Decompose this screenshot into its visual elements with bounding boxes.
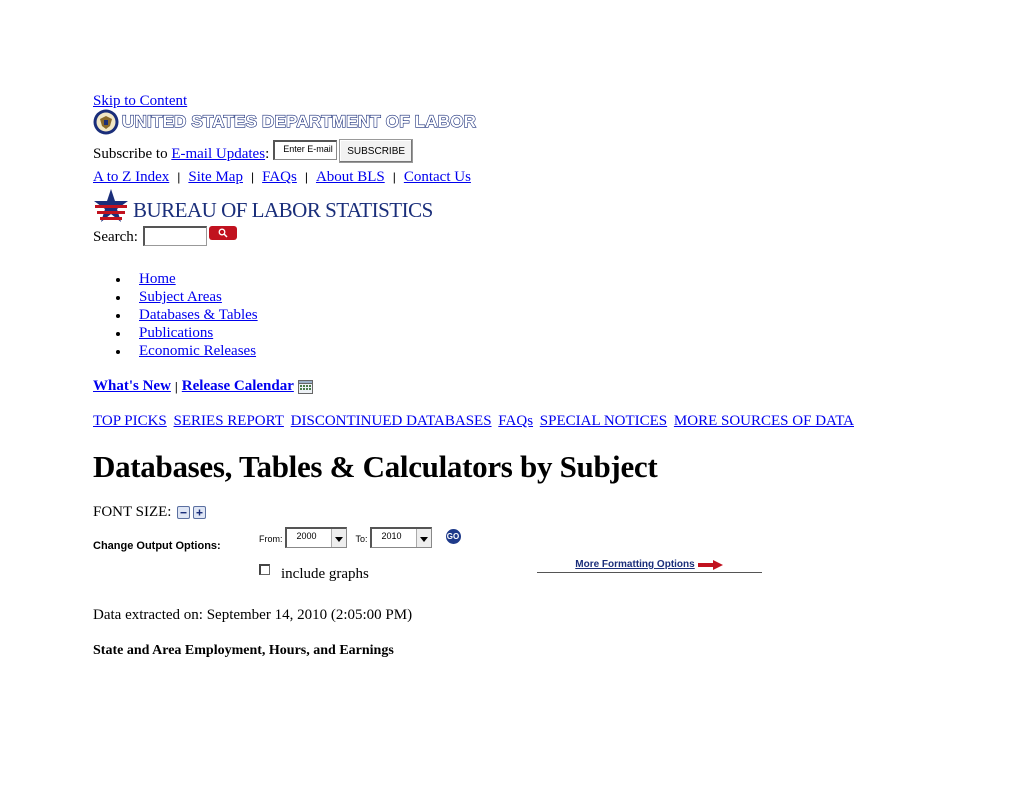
- nav-item-publications: [93, 324, 258, 342]
- tab-faqs[interactable]: FAQs: [498, 413, 534, 429]
- dol-seal-icon: [93, 109, 119, 135]
- nav-item-databases-tables: [93, 306, 258, 324]
- search-label: Search:: [93, 229, 138, 245]
- whats-new-separator: |: [174, 378, 178, 394]
- include-graphs-option[interactable]: [259, 563, 369, 583]
- tab-special-notices[interactable]: SPECIAL NOTICES: [539, 413, 668, 429]
- divider: [537, 572, 762, 573]
- plus-icon: [196, 509, 203, 516]
- font-size-control: [93, 504, 206, 521]
- more-formatting-options[interactable]: [537, 559, 762, 573]
- nav-link-databases-tables[interactable]: Databases & Tables: [139, 307, 258, 323]
- series-title: State and Area Employment, Hours, and Earnings: [93, 643, 394, 658]
- tab-more-sources-of-data[interactable]: MORE SOURCES OF DATA: [673, 413, 854, 429]
- nav-item-home: [93, 270, 258, 288]
- email-input[interactable]: Enter E-mail: [273, 140, 337, 160]
- utility-links: A to Z Index | Site Map | FAQs | About BLS | Contact Us: [93, 169, 471, 185]
- subscribe-button[interactable]: SUBSCRIBE: [339, 139, 413, 163]
- release-calendar-link[interactable]: Release Calendar: [181, 378, 294, 394]
- to-year-value: 2010: [381, 531, 402, 541]
- dol-logo-text: UNITED STATES DEPARTMENT OF LABOR: [122, 112, 477, 131]
- font-size-label: FONT SIZE:: [93, 504, 172, 520]
- site-map-link[interactable]: Site Map: [188, 169, 243, 185]
- include-graphs-checkbox[interactable]: [259, 564, 270, 575]
- dol-logo[interactable]: [93, 109, 476, 135]
- faqs-link[interactable]: FAQs: [262, 169, 297, 185]
- calendar-icon[interactable]: [298, 380, 313, 394]
- go-button[interactable]: GO: [446, 529, 461, 544]
- chevron-down-icon[interactable]: [331, 529, 346, 547]
- change-output-options-label: Change Output Options:: [93, 540, 221, 552]
- nav-link-economic-releases[interactable]: Economic Releases: [139, 343, 257, 359]
- page-title: Databases, Tables & Calculators by Subject: [93, 449, 658, 484]
- tab-top-picks[interactable]: TOP PICKS: [93, 413, 167, 429]
- more-formatting-options-link[interactable]: More Formatting Options: [575, 559, 695, 570]
- about-bls-link[interactable]: About BLS: [315, 169, 385, 185]
- from-year-select[interactable]: [285, 527, 347, 548]
- whats-new-link[interactable]: What's New: [93, 378, 171, 394]
- include-graphs-label: include graphs: [281, 566, 369, 582]
- whats-new-row: [93, 378, 313, 395]
- bls-logo-text: BUREAU OF LABOR STATISTICS: [133, 198, 433, 222]
- from-label: From:: [259, 534, 283, 544]
- arrow-right-icon: [698, 560, 724, 570]
- font-size-increase-button[interactable]: [193, 506, 206, 519]
- tab-discontinued-databases[interactable]: DISCONTINUED DATABASES: [290, 413, 492, 429]
- tab-series-report[interactable]: SERIES REPORT: [173, 413, 284, 429]
- bls-star-icon: [93, 187, 129, 225]
- nav-link-publications[interactable]: Publications: [139, 325, 214, 341]
- year-range-control: [259, 527, 461, 548]
- search-input[interactable]: [143, 226, 207, 246]
- main-nav: [93, 270, 258, 360]
- search-icon: [218, 228, 228, 238]
- data-extracted-text: Data extracted on: September 14, 2010 (2:05:00 PM): [93, 607, 413, 623]
- from-year-value: 2000: [296, 531, 317, 541]
- nav-link-home[interactable]: Home: [139, 271, 176, 287]
- subscribe-label: Subscribe to E-mail Updates:: [93, 146, 270, 162]
- search-button[interactable]: [209, 226, 237, 240]
- a-to-z-index-link[interactable]: A to Z Index: [93, 169, 170, 185]
- contact-us-link[interactable]: Contact Us: [403, 169, 471, 185]
- nav-item-subject-areas: [93, 288, 258, 306]
- nav-item-economic-releases: [93, 342, 258, 360]
- to-label: To:: [355, 534, 368, 544]
- email-updates-link[interactable]: E-mail Updates: [171, 146, 266, 162]
- chevron-down-icon[interactable]: [416, 529, 431, 547]
- subscribe-row: [93, 140, 413, 163]
- nav-link-subject-areas[interactable]: Subject Areas: [139, 289, 222, 305]
- minus-icon: [180, 509, 187, 516]
- search-row: [93, 226, 237, 246]
- font-size-decrease-button[interactable]: [177, 506, 190, 519]
- database-tabs: [93, 413, 857, 430]
- skip-to-content-link[interactable]: Skip to Content: [93, 93, 188, 109]
- bls-logo[interactable]: [93, 187, 433, 225]
- to-year-select[interactable]: [370, 527, 432, 548]
